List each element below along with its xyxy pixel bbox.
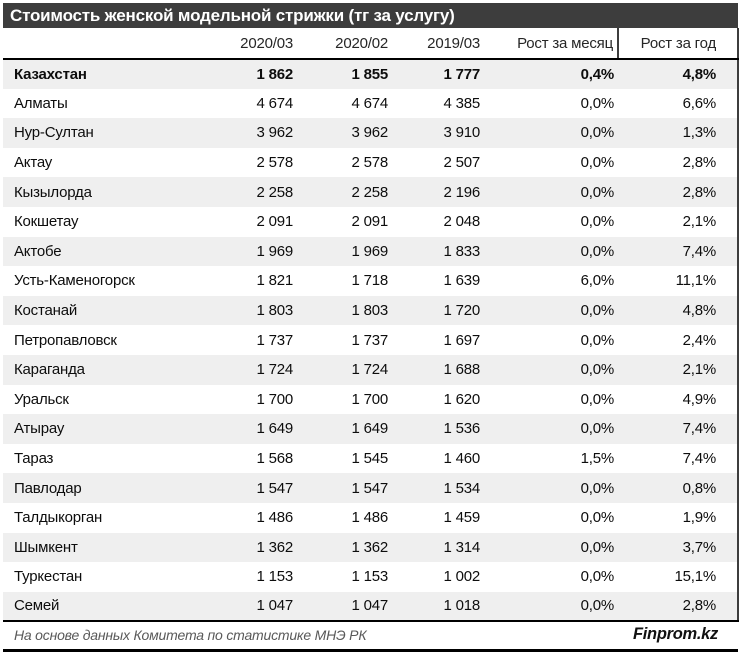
table-row — [3, 296, 738, 326]
price-2020-03-cell: 1 649 — [256, 420, 293, 438]
growth-year-cell: 6,6% — [618, 89, 738, 119]
growth-year-cell: 4,9% — [618, 385, 738, 415]
price-2020-02-cell: 1 153 — [351, 568, 388, 586]
price-2019-03-cell: 1 002 — [443, 568, 480, 586]
growth-month-cell: 0,0% — [580, 331, 614, 349]
price-2020-02-cell: 1 486 — [351, 509, 388, 527]
growth-month-cell: 0,0% — [580, 302, 614, 320]
region-cell: Кокшетау — [14, 213, 79, 231]
price-2019-03-cell: 1 460 — [443, 450, 480, 468]
growth-month-cell: 1,5% — [580, 450, 614, 468]
price-2020-02-cell: 1 047 — [300, 592, 395, 622]
page-title: Стоимость женской модельной стрижки (тг за услугу) — [10, 6, 455, 25]
price-2019-03-cell: 1 720 — [443, 302, 480, 320]
table-row — [3, 177, 738, 207]
growth-month-cell: 0,0% — [580, 242, 614, 260]
price-2020-03-cell: 1 724 — [256, 361, 293, 379]
source-note: На основе данных Комитета по статистике МНЭ РК — [14, 626, 367, 643]
table-row — [3, 385, 738, 415]
price-2019-03-cell: 4 385 — [443, 94, 480, 112]
growth-month-cell: 0,0% — [580, 509, 614, 527]
price-2020-03-cell: 2 258 — [256, 183, 293, 201]
growth-month-cell: 0,0% — [580, 94, 614, 112]
table-row — [3, 473, 738, 503]
growth-year-cell: 2,8% — [618, 592, 738, 622]
region-cell: Петропавловск — [14, 331, 117, 349]
growth-year-cell: 4,8% — [618, 296, 738, 326]
price-2019-03-cell: 1 536 — [443, 420, 480, 438]
growth-year-cell: 1,9% — [618, 503, 738, 533]
price-2020-02-cell: 1 737 — [351, 331, 388, 349]
growth-year-cell: 15,1% — [618, 562, 738, 592]
price-2020-02-cell: 1 855 — [351, 65, 388, 83]
footer — [3, 622, 738, 652]
region-cell: Караганда — [14, 361, 85, 379]
growth-year-cell: 7,4% — [618, 237, 738, 267]
table-row — [3, 592, 738, 622]
price-2019-03-cell: 1 688 — [443, 361, 480, 379]
growth-year-cell: 0,8% — [618, 473, 738, 503]
price-2019-03-cell: 1 534 — [443, 479, 480, 497]
price-2020-03-cell: 1 486 — [256, 509, 293, 527]
price-2020-03-cell: 3 962 — [256, 124, 293, 142]
growth-month-cell: 0,0% — [580, 568, 614, 586]
growth-year-cell: 2,4% — [618, 325, 738, 355]
table-row — [3, 118, 738, 148]
table-row — [3, 148, 738, 178]
growth-year-cell: 4,8% — [618, 59, 738, 89]
price-2019-03-cell: 2 048 — [443, 213, 480, 231]
region-cell: Тараз — [14, 450, 54, 468]
price-2019-03-cell: 1 777 — [443, 65, 480, 83]
growth-year-cell: 2,8% — [618, 148, 738, 178]
title-bar — [3, 3, 738, 28]
growth-month-cell: 0,0% — [580, 124, 614, 142]
price-2020-02-cell: 1 803 — [351, 302, 388, 320]
price-2020-02-cell: 1 362 — [351, 538, 388, 556]
region-cell: Уральск — [14, 390, 69, 408]
growth-month-cell: 0,0% — [580, 538, 614, 556]
price-2020-02-cell: 1 724 — [351, 361, 388, 379]
col-header-2020-03: 2020/03 — [200, 28, 300, 59]
table-row — [3, 207, 738, 237]
price-2020-03-cell: 1 047 — [200, 592, 300, 622]
table-row — [3, 266, 738, 296]
price-2020-03-cell: 1 700 — [256, 390, 293, 408]
region-cell: Актау — [14, 154, 53, 172]
price-2019-03-cell: 1 314 — [443, 538, 480, 556]
price-2019-03-cell: 1 018 — [395, 592, 487, 622]
price-2020-03-cell: 1 969 — [256, 242, 293, 260]
table-row — [3, 444, 738, 474]
price-table — [3, 28, 739, 622]
growth-year-cell: 3,7% — [618, 533, 738, 563]
growth-month-cell: 0,0% — [580, 390, 614, 408]
col-header-growth-year: Рост за год — [618, 28, 738, 59]
growth-month-cell: 0,0% — [487, 592, 618, 622]
growth-month-cell: 0,0% — [580, 154, 614, 172]
col-header-region — [3, 28, 200, 59]
price-2019-03-cell: 1 697 — [443, 331, 480, 349]
price-2019-03-cell: 1 459 — [443, 509, 480, 527]
growth-year-cell: 2,1% — [618, 207, 738, 237]
price-2020-03-cell: 1 362 — [256, 538, 293, 556]
col-header-2020-02: 2020/02 — [300, 28, 395, 59]
price-2019-03-cell: 2 196 — [443, 183, 480, 201]
col-header-growth-month: Рост за месяц — [487, 28, 618, 59]
header-row — [3, 28, 738, 59]
table-body — [3, 59, 738, 621]
price-2020-02-cell: 1 969 — [351, 242, 388, 260]
price-2020-02-cell: 2 091 — [351, 213, 388, 231]
table-row — [3, 562, 738, 592]
table-row — [3, 355, 738, 385]
price-2019-03-cell: 1 620 — [443, 390, 480, 408]
table-row — [3, 503, 738, 533]
growth-year-cell: 7,4% — [618, 414, 738, 444]
price-2020-03-cell: 1 153 — [256, 568, 293, 586]
price-2020-02-cell: 1 700 — [351, 390, 388, 408]
table-row — [3, 325, 738, 355]
price-2020-02-cell: 2 258 — [351, 183, 388, 201]
col-header-2019-03: 2019/03 — [395, 28, 487, 59]
price-2020-03-cell: 4 674 — [256, 94, 293, 112]
region-cell: Туркестан — [14, 568, 83, 586]
growth-year-cell: 7,4% — [618, 444, 738, 474]
growth-month-cell: 0,0% — [580, 420, 614, 438]
region-cell: Шымкент — [14, 538, 78, 556]
table-row — [3, 89, 738, 119]
region-cell: Усть-Каменогорск — [14, 272, 135, 290]
table-row — [3, 59, 738, 89]
region-cell: Кызылорда — [14, 183, 92, 201]
growth-month-cell: 0,4% — [580, 65, 614, 83]
region-cell: Талдыкорган — [14, 509, 103, 527]
growth-month-cell: 0,0% — [580, 183, 614, 201]
growth-month-cell: 0,0% — [580, 479, 614, 497]
price-2020-02-cell: 2 578 — [351, 154, 388, 172]
growth-year-cell: 2,8% — [618, 177, 738, 207]
growth-year-cell: 2,1% — [618, 355, 738, 385]
price-2020-02-cell: 4 674 — [351, 94, 388, 112]
region-cell: Казахстан — [14, 65, 87, 83]
price-2020-03-cell: 1 821 — [256, 272, 293, 290]
price-2019-03-cell: 3 910 — [443, 124, 480, 142]
region-cell: Павлодар — [14, 479, 82, 497]
price-2020-02-cell: 1 649 — [351, 420, 388, 438]
growth-month-cell: 0,0% — [580, 361, 614, 379]
price-2020-03-cell: 2 578 — [256, 154, 293, 172]
price-2019-03-cell: 2 507 — [443, 154, 480, 172]
price-2020-03-cell: 1 737 — [256, 331, 293, 349]
region-cell: Костанай — [14, 302, 78, 320]
price-2020-02-cell: 1 718 — [351, 272, 388, 290]
region-cell: Атырау — [14, 420, 65, 438]
growth-year-cell: 1,3% — [618, 118, 738, 148]
region-cell: Актобе — [14, 242, 62, 260]
price-2020-03-cell: 1 862 — [256, 65, 293, 83]
region-cell: Алматы — [14, 94, 68, 112]
price-2020-03-cell: 1 568 — [256, 450, 293, 468]
price-2020-02-cell: 1 547 — [351, 479, 388, 497]
price-2020-02-cell: 3 962 — [351, 124, 388, 142]
price-2020-03-cell: 1 547 — [256, 479, 293, 497]
growth-month-cell: 0,0% — [580, 213, 614, 231]
region-cell: Нур-Султан — [14, 124, 94, 142]
region-cell: Семей — [3, 592, 200, 622]
table-row — [3, 414, 738, 444]
growth-year-cell: 11,1% — [618, 266, 738, 296]
price-2020-02-cell: 1 545 — [351, 450, 388, 468]
price-2019-03-cell: 1 639 — [443, 272, 480, 290]
table-row — [3, 237, 738, 267]
table-row — [3, 533, 738, 563]
price-2019-03-cell: 1 833 — [443, 242, 480, 260]
growth-month-cell: 6,0% — [580, 272, 614, 290]
price-2020-03-cell: 2 091 — [256, 213, 293, 231]
price-2020-03-cell: 1 803 — [256, 302, 293, 320]
brand-logo: Finprom.kz — [632, 625, 718, 644]
